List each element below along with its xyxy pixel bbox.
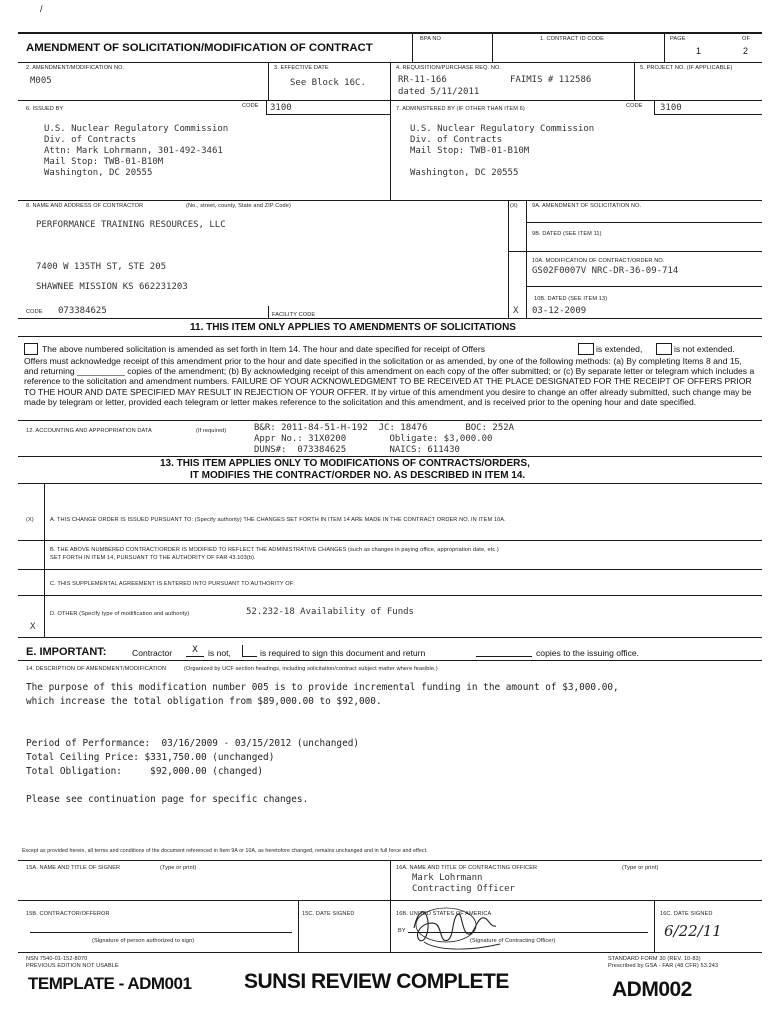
block10b-label: 10B. DATED (SEE ITEM 13): [534, 296, 608, 302]
section13-subtitle: IT MODIFIES THE CONTRACT/ORDER NO. AS DESCRIBED IN ITEM 14.: [190, 470, 526, 481]
contractor-signature-line[interactable]: [30, 932, 292, 933]
block12-required: (If required): [196, 428, 227, 434]
not-extended-label: is not extended.: [674, 344, 735, 354]
x-column-label: (X): [26, 517, 34, 523]
contract-id-label: 1. CONTRACT ID CODE: [540, 36, 604, 42]
rule: [508, 251, 762, 252]
block10a-label: 10A. MODIFICATION OF CONTRACT/ORDER NO.: [532, 258, 665, 264]
contracting-officer-name: Mark Lohrmann: [412, 873, 483, 883]
sunsi-review-stamp: SUNSI REVIEW COMPLETE: [244, 970, 509, 993]
block7-label: 7. ADMINISTERED BY (IF OTHER THAN ITEM 6): [396, 106, 525, 112]
block3-label: 3. EFFECTIVE DATE: [274, 65, 329, 71]
rule: [266, 100, 267, 114]
administered-by-line: Mail Stop: TWB-01-B10M: [410, 146, 530, 156]
rule: [18, 483, 762, 484]
rule: [654, 100, 655, 114]
block16a-sublabel: (Type or print): [622, 865, 659, 871]
faimis-no: FAIMIS # 112586: [510, 75, 592, 85]
section11-paragraph: Offers must acknowledge receipt of this amendment prior to the hour and date specified in the solicitation or as amended, by one of the following methods: (a) By completing Items 8 and 15, and returning __________ copies of the amendment; (b) By acknowledging receipt of this amendment on each copy of the offer submitted; or (c) By separate letter or telegram which includes a reference to the solicitation and amendment numbers. FAILURE OF YOUR ACKNOWLEDGMENT TO BE RECEIVED AT THE PLACE DESIGNATED FOR THE RECEIPT OF OFFERS PRIOR TO THE HOUR AND DATE SPECIFIED MAY RESULT IN REJECTION OF YOUR OFFER. If by virtue of this amendment you desire to change an offer already submitted, such change may be made by telegram or letter, provided each telegram or letter makes reference to the solicitation and this amendment, and is received prior to the opening hour and date specified.: [24, 356, 755, 407]
is-required-checkbox[interactable]: [242, 645, 257, 657]
block16b-signature-caption: (Signature of Contracting Officer): [470, 938, 556, 944]
page-label: PAGE: [670, 36, 686, 42]
section13-item-c: C. THIS SUPPLEMENTAL AGREEMENT IS ENTERED INTO PURSUANT TO AUTHORITY OF:: [50, 581, 295, 587]
block6-code-label: CODE: [242, 103, 259, 109]
contractor-code: 073384625: [58, 306, 107, 316]
rule: [18, 32, 762, 34]
rule: [390, 100, 391, 200]
rule: [654, 114, 762, 115]
page-of-label: OF: [742, 36, 750, 42]
section13-item-d: D. OTHER (Specify type of modification and authority): [50, 611, 190, 617]
nsn-label: NSN 7540-01-152-8070: [26, 956, 88, 962]
issued-by-line: Washington, DC 20555: [44, 168, 153, 178]
rule: [266, 114, 390, 115]
block15c-label: 15C. DATE SIGNED: [302, 911, 355, 917]
rule: [412, 32, 413, 62]
accounting-line: B&R: 2011-84-51-H-192 JC: 18476 BOC: 252A: [254, 423, 515, 433]
is-required-text: is required to sign this document and return: [260, 648, 426, 658]
section13-item-b: B. THE ABOVE NUMBERED CONTRACT/ORDER IS MODIFIED TO REFLECT THE ADMINISTRATIVE CHANGES (such as changes in paying office, appropriation date, etc.): [50, 547, 499, 553]
contractor-street: 7400 W 135TH ST, STE 205: [36, 262, 167, 272]
rule: [18, 420, 762, 421]
section11-title: 11. THIS ITEM ONLY APPLIES TO AMENDMENTS OF SOLICITATIONS: [190, 322, 516, 333]
date-signed: 6/22/11: [664, 922, 722, 940]
description-line: Please see continuation page for specific changes.: [26, 794, 309, 805]
issued-by-line: U.S. Nuclear Regulatory Commission: [44, 124, 229, 134]
block15a-sublabel: (Type or print): [160, 865, 197, 871]
contract-dated: 03-12-2009: [532, 306, 587, 316]
is-not-text: is not,: [208, 648, 231, 658]
block16b-label: 16B. UNITED STATES OF AMERICA: [396, 911, 492, 917]
rule: [526, 286, 762, 287]
block7-code-label: CODE: [626, 103, 643, 109]
rule: [526, 222, 762, 223]
page-total: 2: [743, 46, 749, 56]
issued-by-line: Div. of Contracts: [44, 135, 137, 145]
bpa-no-label: BPA NO: [420, 36, 442, 42]
rule: [268, 62, 269, 100]
effective-date: See Block 16C.: [290, 78, 366, 88]
rule: [18, 456, 762, 457]
block15b-label: 15B. CONTRACTOR/OFFEROR: [26, 911, 110, 917]
copies-blank[interactable]: [476, 656, 532, 657]
rule: [526, 200, 527, 318]
by-label: BY: [398, 928, 406, 934]
description-line: The purpose of this modification number 005 is to provide incremental funding in the amount of $3,000.00,: [26, 682, 619, 693]
issued-by-code: 3100: [270, 103, 292, 113]
block15a-label: 15A. NAME AND TITLE OF SIGNER: [26, 865, 121, 871]
block9a-label: 9A. AMENDMENT OF SOLICITATION NO.: [532, 203, 642, 209]
extended-label: is extended,: [596, 344, 643, 354]
facility-code-label: FACILITY CODE: [272, 312, 316, 318]
contractor-name: PERFORMANCE TRAINING RESOURCES, LLC: [36, 220, 226, 230]
important-label: E. IMPORTANT:: [26, 646, 107, 658]
officer-signature-icon: [396, 898, 546, 958]
copies-text: copies to the issuing office.: [536, 648, 640, 658]
administered-by-line: Washington, DC 20555: [410, 168, 519, 178]
rule: [298, 900, 299, 952]
contractor-text: Contractor: [132, 648, 173, 658]
other-authority: 52.232-18 Availability of Funds: [246, 607, 414, 617]
block10b-mark: X: [513, 306, 519, 316]
rule: [492, 32, 493, 62]
block6-label: 6. ISSUED BY: [26, 106, 64, 112]
rule: [18, 200, 762, 201]
section11-line1: The above numbered solicitation is amended as set forth in Item 14. The hour and date specified for receipt of Offers: [42, 344, 485, 354]
issued-by-line: Mail Stop: TWB-01-B10M: [44, 157, 164, 167]
administered-by-line: U.S. Nuclear Regulatory Commission: [410, 124, 595, 134]
contract-order-no: GS02F0007V NRC-DR-36-09-714: [532, 266, 679, 276]
item-d-mark: X: [30, 622, 36, 632]
rule: [390, 62, 391, 100]
rule: [634, 62, 635, 100]
top-mark: /: [40, 4, 43, 14]
page-number: 1: [696, 46, 702, 56]
rule: [654, 900, 655, 952]
x-column-label: (X): [510, 203, 518, 209]
rule: [18, 318, 762, 319]
previous-edition-label: PREVIOUS EDITION NOT USABLE: [26, 963, 119, 969]
rule: [268, 306, 269, 318]
rule: [44, 483, 45, 637]
contractor-code-label: CODE: [26, 309, 43, 315]
description-line: Period of Performance: 03/16/2009 - 03/15/2012 (unchanged): [26, 738, 360, 749]
rule: [18, 595, 762, 596]
rule: [508, 200, 509, 318]
section13-item-b2: SET FORTH IN ITEM 14, PURSUANT TO THE AUTHORITY OF FAR 43.103(b).: [50, 555, 256, 561]
block5-label: 5. PROJECT NO. (IF APPLICABLE): [640, 65, 733, 71]
block14-label: 14. DESCRIPTION OF AMENDMENT/MODIFICATION: [26, 666, 167, 672]
extended-checkbox[interactable]: [578, 343, 594, 355]
template-stamp: TEMPLATE - ADM001: [28, 974, 192, 993]
adm-stamp: ADM002: [612, 978, 692, 1001]
block15b-signature-caption: (Signature of person authorized to sign): [92, 938, 195, 944]
contracting-officer-title: Contracting Officer: [412, 884, 515, 894]
form-title: AMENDMENT OF SOLICITATION/MODIFICATION OF CONTRACT: [26, 42, 373, 54]
rule: [18, 569, 762, 570]
contractor-city: SHAWNEE MISSION KS 662231203: [36, 282, 188, 292]
rule: [664, 32, 665, 62]
rule: [18, 336, 762, 337]
block8-label: 8. NAME AND ADDRESS OF CONTRACTOR: [26, 203, 144, 209]
section13-item-a: A. THIS CHANGE ORDER IS ISSUED PURSUANT TO: (Specify authority) THE CHANGES SET FORTH IN ITEM 14 ARE MADE IN THE CONTRACT ORDER NO. IN ITEM 10A.: [50, 517, 506, 523]
block8-sublabel: (No., street, county, State and ZIP Code): [186, 203, 291, 209]
administered-by-code: 3100: [660, 103, 682, 113]
block14-sublabel: (Organized by UCF section headings, including solicitation/contract subject matter where feasible.): [184, 666, 438, 672]
rule: [18, 900, 762, 901]
rule: [18, 660, 762, 661]
block16a-label: 16A. NAME AND TITLE OF CONTRACTING OFFICER: [396, 865, 538, 871]
description-line: which increase the total obligation from $89,000.00 to $92,000.: [26, 696, 382, 707]
solicitation-amended-checkbox[interactable]: [24, 343, 38, 355]
block16c-label: 16C. DATE SIGNED: [660, 911, 713, 917]
rule: [18, 540, 762, 541]
requisition-no: RR-11-166: [398, 75, 447, 85]
description-line: Total Ceiling Price: $331,750.00 (unchanged): [26, 752, 275, 763]
rule: [18, 952, 762, 953]
rule: [390, 860, 391, 952]
block9b-label: 9B. DATED (SEE ITEM 11): [532, 231, 602, 237]
section13-title: 13. THIS ITEM APPLIES ONLY TO MODIFICATIONS OF CONTRACTS/ORDERS,: [160, 458, 530, 469]
accounting-line: Appr No.: 31X0200 Obligate: $3,000.00: [254, 434, 493, 444]
block12-label: 12. ACCOUNTING AND APPROPRIATION DATA: [26, 428, 152, 434]
block14-footer: Except as provided herein, all terms and conditions of the document referenced in Item 9A or 10A, as heretofore changed, remains unchanged and in full force and effect.: [22, 848, 428, 854]
prescribed-label: Prescribed by GSA - FAR (48 CFR) 53.243: [608, 963, 719, 969]
amendment-no: M005: [30, 76, 52, 86]
rule: [18, 637, 762, 638]
administered-by-line: Div. of Contracts: [410, 135, 503, 145]
not-extended-checkbox[interactable]: [656, 343, 672, 355]
accounting-line: DUNS#: 073384625 NAICS: 611430: [254, 445, 460, 455]
block4-label: 4. REQUISITION/PURCHASE REQ. NO.: [396, 65, 502, 71]
issued-by-line: Attn: Mark Lohrmann, 301-492-3461: [44, 146, 223, 156]
requisition-date: dated 5/11/2011: [398, 87, 480, 97]
block2-label: 2. AMENDMENT/MODIFICATION NO.: [26, 65, 125, 71]
description-line: Total Obligation: $92,000.00 (changed): [26, 766, 264, 777]
standard-form-label: STANDARD FORM 30 (REV. 10-83): [608, 956, 701, 962]
is-not-checkbox[interactable]: X: [186, 645, 204, 657]
